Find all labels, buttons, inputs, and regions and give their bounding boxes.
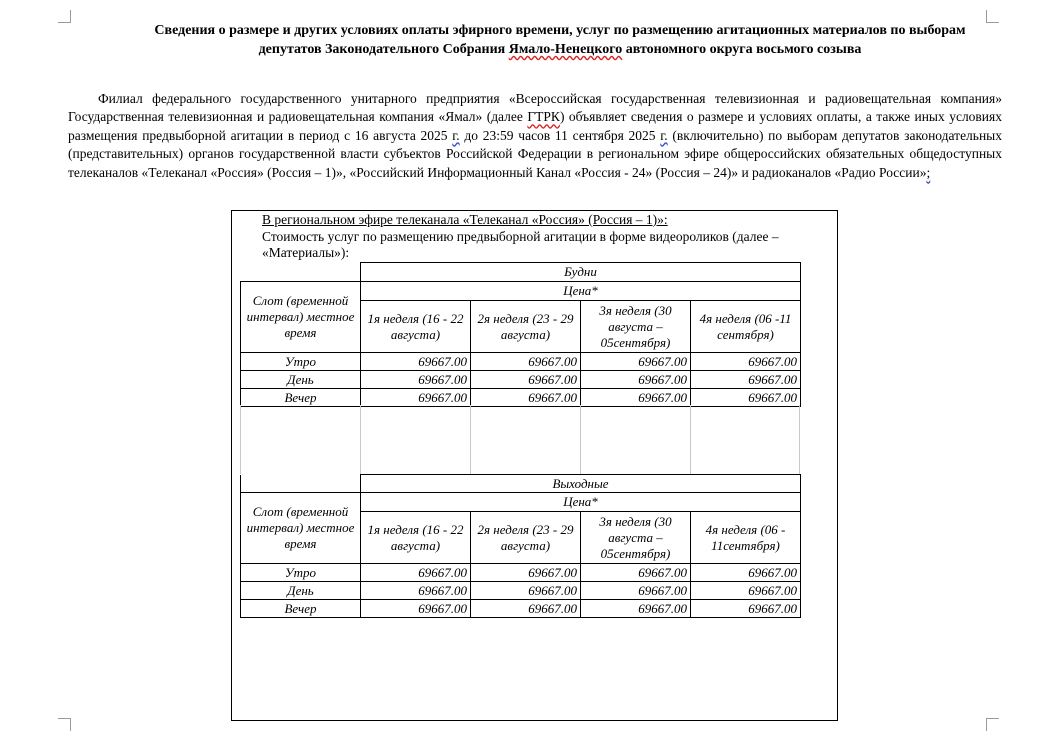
price-cell: 69667.00 <box>581 582 691 600</box>
grammar-flag: г. <box>660 127 668 143</box>
channel-heading: В региональном эфире телеканала «Телеканал «Россия» (Россия – 1)»: <box>262 212 668 227</box>
spellcheck-flag: ГТРК <box>527 109 560 125</box>
week-header: 4я неделя (06 -11 сентября) <box>691 301 801 353</box>
grammar-flag: ; <box>926 164 931 180</box>
price-header: Цена* <box>361 493 801 512</box>
price-cell: 69667.00 <box>581 389 691 407</box>
document-title <box>120 21 1000 59</box>
slot-cell: День <box>241 582 361 600</box>
price-cell: 69667.00 <box>471 389 581 407</box>
table-row <box>241 600 801 618</box>
grammar-flag: г. <box>452 127 460 143</box>
page-corner-mark <box>58 10 71 23</box>
price-cell: 69667.00 <box>361 371 471 389</box>
week-header: 3я неделя (30 августа – 05сентября) <box>581 512 691 564</box>
week-header: 4я неделя (06 - 11сентября) <box>691 512 801 564</box>
week-header: 2я неделя (23 - 29 августа) <box>471 301 581 353</box>
page-corner-mark <box>58 718 71 731</box>
slot-cell: Утро <box>241 564 361 582</box>
price-cell: 69667.00 <box>691 582 801 600</box>
price-cell: 69667.00 <box>691 389 801 407</box>
slot-cell: Вечер <box>241 389 361 407</box>
price-cell: 69667.00 <box>691 600 801 618</box>
week-header: 3я неделя (30 августа – 05сентября) <box>581 301 691 353</box>
week-header: 1я неделя (16 - 22 августа) <box>361 301 471 353</box>
table-row <box>241 582 801 600</box>
slot-header: Слот (временной интервал) местное время <box>241 493 361 564</box>
empty-cell <box>241 263 361 282</box>
frame-heading <box>262 212 822 262</box>
price-cell: 69667.00 <box>471 564 581 582</box>
table-row <box>241 564 801 582</box>
table-gap-gridlines <box>240 405 800 474</box>
price-cell: 69667.00 <box>361 582 471 600</box>
price-cell: 69667.00 <box>361 600 471 618</box>
weekdays-price-table <box>240 262 801 407</box>
intro-paragraph: Филиал федерального государственного унитарного предприятия «Всероссийская государственная телевизионная и радиовещательная компания» Государственная телевизионная и радиовещательная компания «Ямал» (далее ГТРК) объявляет сведения о размере и условиях оплаты, а также иных условиях размещения предвыборной агитации в период с 16 августа 2025 г. до 23:59 часов 11 сентября 2025 г. (включительно) по выборам депутатов законодательных (представительных) органов государственной власти субъектов Российской Федерации в региональном эфире общероссийских обязательных общедоступных телеканалов «Телеканал «Россия» (Россия – 1)», «Российский Информационный Канал «Россия - 24» (Россия – 24)» и радиоканалов «Радио России»; <box>68 91 1002 180</box>
price-cell: 69667.00 <box>691 371 801 389</box>
week-header: 1я неделя (16 - 22 августа) <box>361 512 471 564</box>
price-cell: 69667.00 <box>471 600 581 618</box>
price-cell: 69667.00 <box>691 564 801 582</box>
price-cell: 69667.00 <box>361 389 471 407</box>
slot-cell: Утро <box>241 353 361 371</box>
title-line-2: депутатов Законодательного Собрания Ямало-Ненецкого автономного округа восьмого созыва <box>258 42 862 57</box>
spellcheck-flag: Ямало-Ненецкого <box>508 42 623 57</box>
price-cell: 69667.00 <box>581 371 691 389</box>
price-cell: 69667.00 <box>471 582 581 600</box>
page-corner-mark <box>986 718 999 731</box>
table-row <box>241 389 801 407</box>
price-cell: 69667.00 <box>471 371 581 389</box>
price-cell: 69667.00 <box>581 600 691 618</box>
price-cell: 69667.00 <box>581 564 691 582</box>
slot-cell: Вечер <box>241 600 361 618</box>
cost-heading: Стоимость услуг по размещению предвыборной агитации в форме видеороликов (далее – «Материалы»): <box>262 228 779 260</box>
price-cell: 69667.00 <box>471 353 581 371</box>
weekends-price-table <box>240 474 801 618</box>
price-cell: 69667.00 <box>361 353 471 371</box>
title-line-1: Сведения о размере и других условиях оплаты эфирного времени, услуг по размещению агитационных материалов по выборам <box>154 23 966 38</box>
price-cell: 69667.00 <box>361 564 471 582</box>
section-header-weekdays: Будни <box>361 263 801 282</box>
price-header: Цена* <box>361 282 801 301</box>
slot-cell: День <box>241 371 361 389</box>
section-header-weekends: Выходные <box>361 475 801 493</box>
slot-header: Слот (временной интервал) местное время <box>241 282 361 353</box>
table-row <box>241 353 801 371</box>
price-cell: 69667.00 <box>691 353 801 371</box>
table-row <box>241 371 801 389</box>
week-header: 2я неделя (23 - 29 августа) <box>471 512 581 564</box>
empty-cell <box>241 475 361 493</box>
price-cell: 69667.00 <box>581 353 691 371</box>
